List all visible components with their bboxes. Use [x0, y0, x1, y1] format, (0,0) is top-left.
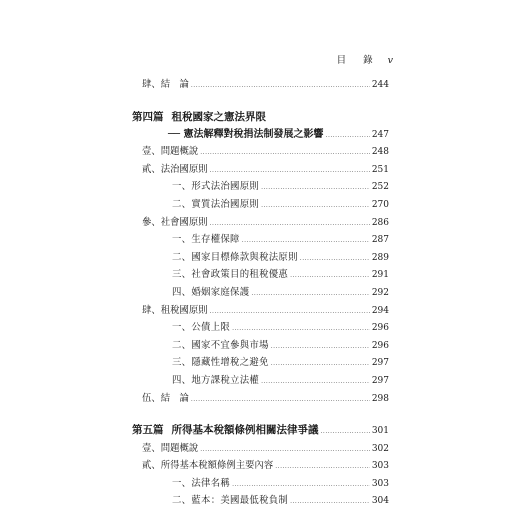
toc-entry-page: 296	[371, 340, 389, 351]
toc-entry-label: 伍、結 論	[142, 392, 189, 404]
leader-dots	[191, 76, 370, 95]
toc-entry[interactable]	[132, 161, 389, 179]
toc-entry[interactable]	[132, 337, 389, 355]
leader-dots	[210, 302, 370, 321]
toc-entry-page: 294	[371, 305, 389, 316]
toc-entry-page: 302	[371, 443, 389, 454]
toc-entry-page: 286	[371, 217, 389, 228]
chapter-4-heading[interactable]	[132, 108, 389, 126]
toc-entry[interactable]	[132, 249, 389, 267]
toc-entry[interactable]	[132, 457, 389, 475]
chapter-4-number: 第四篇	[132, 110, 164, 123]
leader-dots	[271, 337, 370, 356]
leader-dots	[191, 390, 370, 409]
leader-dots	[326, 126, 370, 145]
toc-entry-label: 二、國家目標條款與稅法原則	[172, 251, 298, 263]
toc-entry-page: 287	[371, 235, 389, 246]
running-header	[337, 52, 394, 66]
chapter-4-page: 247	[371, 129, 389, 140]
toc-entry-page: 289	[371, 252, 389, 263]
chapter-4-subtitle-row[interactable]	[132, 126, 389, 144]
leader-dots	[210, 214, 370, 233]
toc-entry-page: 296	[371, 323, 389, 334]
toc-entry-label: 二、國家不宜參與市場	[172, 339, 269, 351]
toc-entry-label: 貳、所得基本稅額條例主要內容	[142, 460, 274, 472]
toc-entry[interactable]	[132, 302, 389, 320]
toc-entry-label: 貳、法治國原則	[142, 163, 208, 175]
toc-entry[interactable]	[132, 440, 389, 458]
chapter-4-title: 租稅國家之憲法界限	[171, 110, 266, 123]
chapter-5-number: 第五篇	[132, 424, 164, 437]
toc-entry-label: 四、婚姻家庭保護	[172, 286, 250, 298]
toc-entry-page: 297	[371, 375, 389, 386]
chapter-4-subtitle: ── 憲法解釋對稅捐法制發展之影響	[168, 128, 324, 140]
toc-entry-page: 304	[371, 496, 389, 507]
toc-entry-page: 270	[371, 199, 389, 210]
chapter-5-page: 301	[371, 426, 389, 437]
toc-entry-page: 303	[371, 478, 389, 489]
toc-entry[interactable]	[132, 390, 389, 408]
toc-entry-label: 二、實質法治國原則	[172, 198, 260, 210]
toc-entry-page: 303	[371, 461, 389, 472]
leader-dots	[242, 231, 370, 250]
chapter-5-title: 所得基本稅額條例相關法律爭議	[171, 424, 319, 437]
toc-entry[interactable]	[132, 284, 389, 302]
toc-entry-label: 一、公債上限	[172, 322, 231, 334]
leader-dots	[275, 457, 370, 476]
toc-entry[interactable]	[132, 266, 389, 284]
leader-dots	[210, 161, 370, 180]
toc-entry-label: 二、藍本：美國最低稅負制	[172, 495, 289, 507]
toc-entry-label: 肆、結 論	[142, 79, 189, 90]
leader-dots	[232, 319, 370, 338]
leader-dots	[200, 440, 370, 459]
leader-dots	[200, 143, 370, 162]
leader-dots	[261, 196, 370, 215]
toc-entry[interactable]	[132, 319, 389, 337]
toc-entry-label: 一、法律名稱	[172, 477, 231, 489]
toc-entry-page: 252	[371, 182, 389, 193]
toc-entry-page: 292	[371, 287, 389, 298]
toc-entry-label: 三、隱藏性增稅之避免	[172, 357, 269, 369]
toc-entry[interactable]	[132, 354, 389, 372]
toc-entry[interactable]	[132, 214, 389, 232]
toc-entry-label: 三、社會政策目的租稅優惠	[172, 269, 289, 281]
toc-entry[interactable]	[132, 178, 389, 196]
leader-dots	[271, 354, 370, 373]
toc-entry-page: 251	[371, 164, 389, 175]
toc-entry-label: 壹、問題概說	[142, 146, 199, 158]
toc-entry[interactable]	[132, 492, 389, 510]
header-title-a: 目	[336, 55, 348, 66]
toc-entry-page: 298	[371, 393, 389, 404]
leader-dots	[261, 372, 370, 391]
toc-entry[interactable]	[132, 196, 389, 214]
leader-dots	[290, 492, 370, 511]
toc-entry-page: 248	[371, 147, 389, 158]
toc-entry-label: 參、社會國原則	[142, 216, 208, 228]
toc-entry[interactable]	[132, 372, 389, 390]
header-folio: v	[387, 55, 394, 66]
toc-entry-page: 291	[371, 270, 389, 281]
leader-dots	[251, 284, 369, 303]
leader-dots	[321, 422, 370, 441]
leader-dots	[261, 178, 370, 197]
leader-dots	[232, 475, 370, 494]
toc-entry[interactable]	[132, 231, 389, 249]
leader-dots	[290, 266, 370, 285]
chapter-4-entries	[132, 143, 389, 407]
toc-entry-label: 一、生存權保障	[172, 234, 240, 246]
toc-entry-page: 244	[371, 80, 389, 90]
table-of-contents	[132, 76, 389, 510]
toc-entry[interactable]	[132, 475, 389, 493]
toc-entry-label: 四、地方課稅立法權	[172, 374, 260, 386]
toc-entry[interactable]	[132, 76, 389, 94]
leader-dots	[300, 249, 370, 268]
toc-entry-label: 一、形式法治國原則	[172, 181, 260, 193]
chapter-5-heading[interactable]	[132, 422, 389, 440]
toc-entry[interactable]	[132, 143, 389, 161]
toc-entry-label: 壹、問題概說	[142, 442, 199, 454]
toc-entry-label: 肆、租稅國原則	[142, 304, 208, 316]
header-title-b: 錄	[363, 55, 374, 66]
toc-entry-page: 297	[371, 358, 389, 369]
